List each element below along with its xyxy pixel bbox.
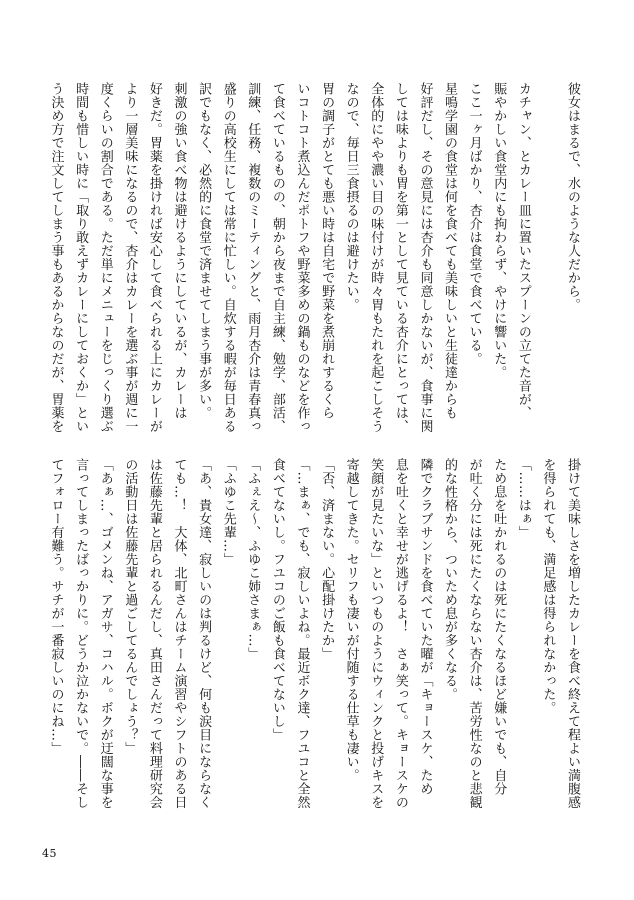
text-line: ため息を吐かれるのは死にたくなるほど嫌いでも、自分 (491, 458, 507, 796)
text-line: の活動日は佐藤先輩と過ごしてるんでしょう？」 (122, 458, 138, 755)
text-line: 賑やかしい食堂内にも拘わらず、やけに響いた。 (491, 82, 507, 379)
text-line: 寄越してきた。セリフも凄いが付随する仕草も凄い。 (343, 458, 359, 782)
text-line: 彼女はまるで、水のような人だから。 (565, 82, 580, 312)
text-line: 「ふぇえ〜、ふゆこ姉さまぁ…」 (245, 458, 261, 661)
text-line: 隣でクラブサンドを食べていた曜が「キョースケ、ため (417, 458, 433, 796)
text-line: 好きだ。胃薬を掛ければ安心して食べられる上にカレーが (146, 82, 162, 433)
text-line: 息を吐くと幸せが逃げるよ！ さぁ笑って。キョースケの (392, 458, 408, 809)
text-line: 的な性格から、ついため息が多くなる。 (442, 458, 458, 701)
text-line: 時間も惜しい時に「取り敢えずカレーにしておくか」とい (73, 82, 89, 433)
text-block-bottom (48, 458, 584, 822)
text-line (535, 82, 560, 446)
text-block-top (48, 82, 584, 446)
text-line: 好評だし、その意見には杏介も同意しかないが、食事に関 (417, 82, 433, 433)
text-line: 刺激の強い食べ物は避けるようにしているが、カレーは (171, 82, 187, 420)
text-line: 星鳴学園の食堂は何を食べても美味しいと生徒達からも (442, 82, 458, 420)
text-line: 食べてないし。フユコのご飯も食べてないし」 (269, 458, 285, 742)
text-line: 「…まぁ、でも、寂しいよね。最近ボク達、フユコと全然 (294, 458, 310, 809)
text-line: ここ一ヶ月ばかり、杏介は食堂で食べている。 (466, 82, 482, 366)
text-line: 「……はぁ」 (515, 458, 531, 539)
text-line: は佐藤先輩と居られるんだし、真田さんだって料理研究会 (146, 458, 162, 809)
text-line: が吐く分には死にたくならない杏介は、苦労性なのと悲観 (466, 458, 482, 809)
text-line: ても…！ 大体、北町さんはチーム演習やシフトのある日 (171, 458, 187, 809)
text-line: 訳でもなく、必然的に食堂で済ませてしまう事が多い。 (196, 82, 212, 420)
text-line: う決め方で注文してしまう事もあるからなのだが、胃薬を (48, 82, 64, 433)
text-line: 「ふゆこ先輩…」 (220, 458, 236, 566)
text-line: 笑顔が見たいな」といつものようにウィンクと投げキスを (368, 458, 384, 809)
text-line: 胃の調子がとても悪い時は自宅で野菜を煮崩れするくら (319, 82, 335, 420)
text-line: いコトコト煮込んだポトフや野菜多めの鍋ものなどを作っ (294, 82, 310, 433)
text-line: 全体的にやや濃い目の味付けが時々胃もたれを起こしそう (368, 82, 384, 433)
text-line: てフォロー有難う。サチが一番寂しいのにね…」 (48, 458, 64, 755)
text-line: 盛りの高校生にしては常に忙しい。自炊する暇が毎日ある (220, 82, 236, 433)
text-line: 「あぁ…、ゴメンね、アガサ、コハル。ボクが迂闊な事を (97, 458, 113, 809)
text-line: 掛けて美味しさを増したカレーを食べ終えて程よい満腹感 (565, 458, 580, 809)
text-line: 言ってしまったばっかりに。どうか泣かないで。――そし (73, 458, 89, 809)
text-line: 「あ、貴女達、寂しいのは判るけど、何も涙目にならなく (196, 458, 212, 809)
text-line: て食べているものの、朝から夜まで自主練、勉学、部活、 (269, 82, 285, 433)
text-line: なので、毎日三食摂るのは避けたい。 (343, 82, 359, 312)
text-line: より一層美味になるので、杏介はカレーを選ぶ事が週に一 (122, 82, 138, 433)
text-line: 訓練、任務、複数のミーティングと、雨月杏介は青春真っ (245, 82, 261, 433)
text-line: カチャン、とカレー皿に置いたスプーンの立てた音が、 (515, 82, 531, 420)
text-line: 「否、済まない。心配掛けたか」 (319, 458, 335, 661)
text-line: 度くらいの割合である。ただ単にメニューをじっくり選ぶ (97, 82, 113, 433)
page-number: 45 (42, 847, 57, 860)
text-line: を得られても、満足感は得られなかった。 (540, 458, 556, 715)
text-line: しては味よりも胃を第一として見ている杏介にとっては、 (392, 82, 408, 433)
